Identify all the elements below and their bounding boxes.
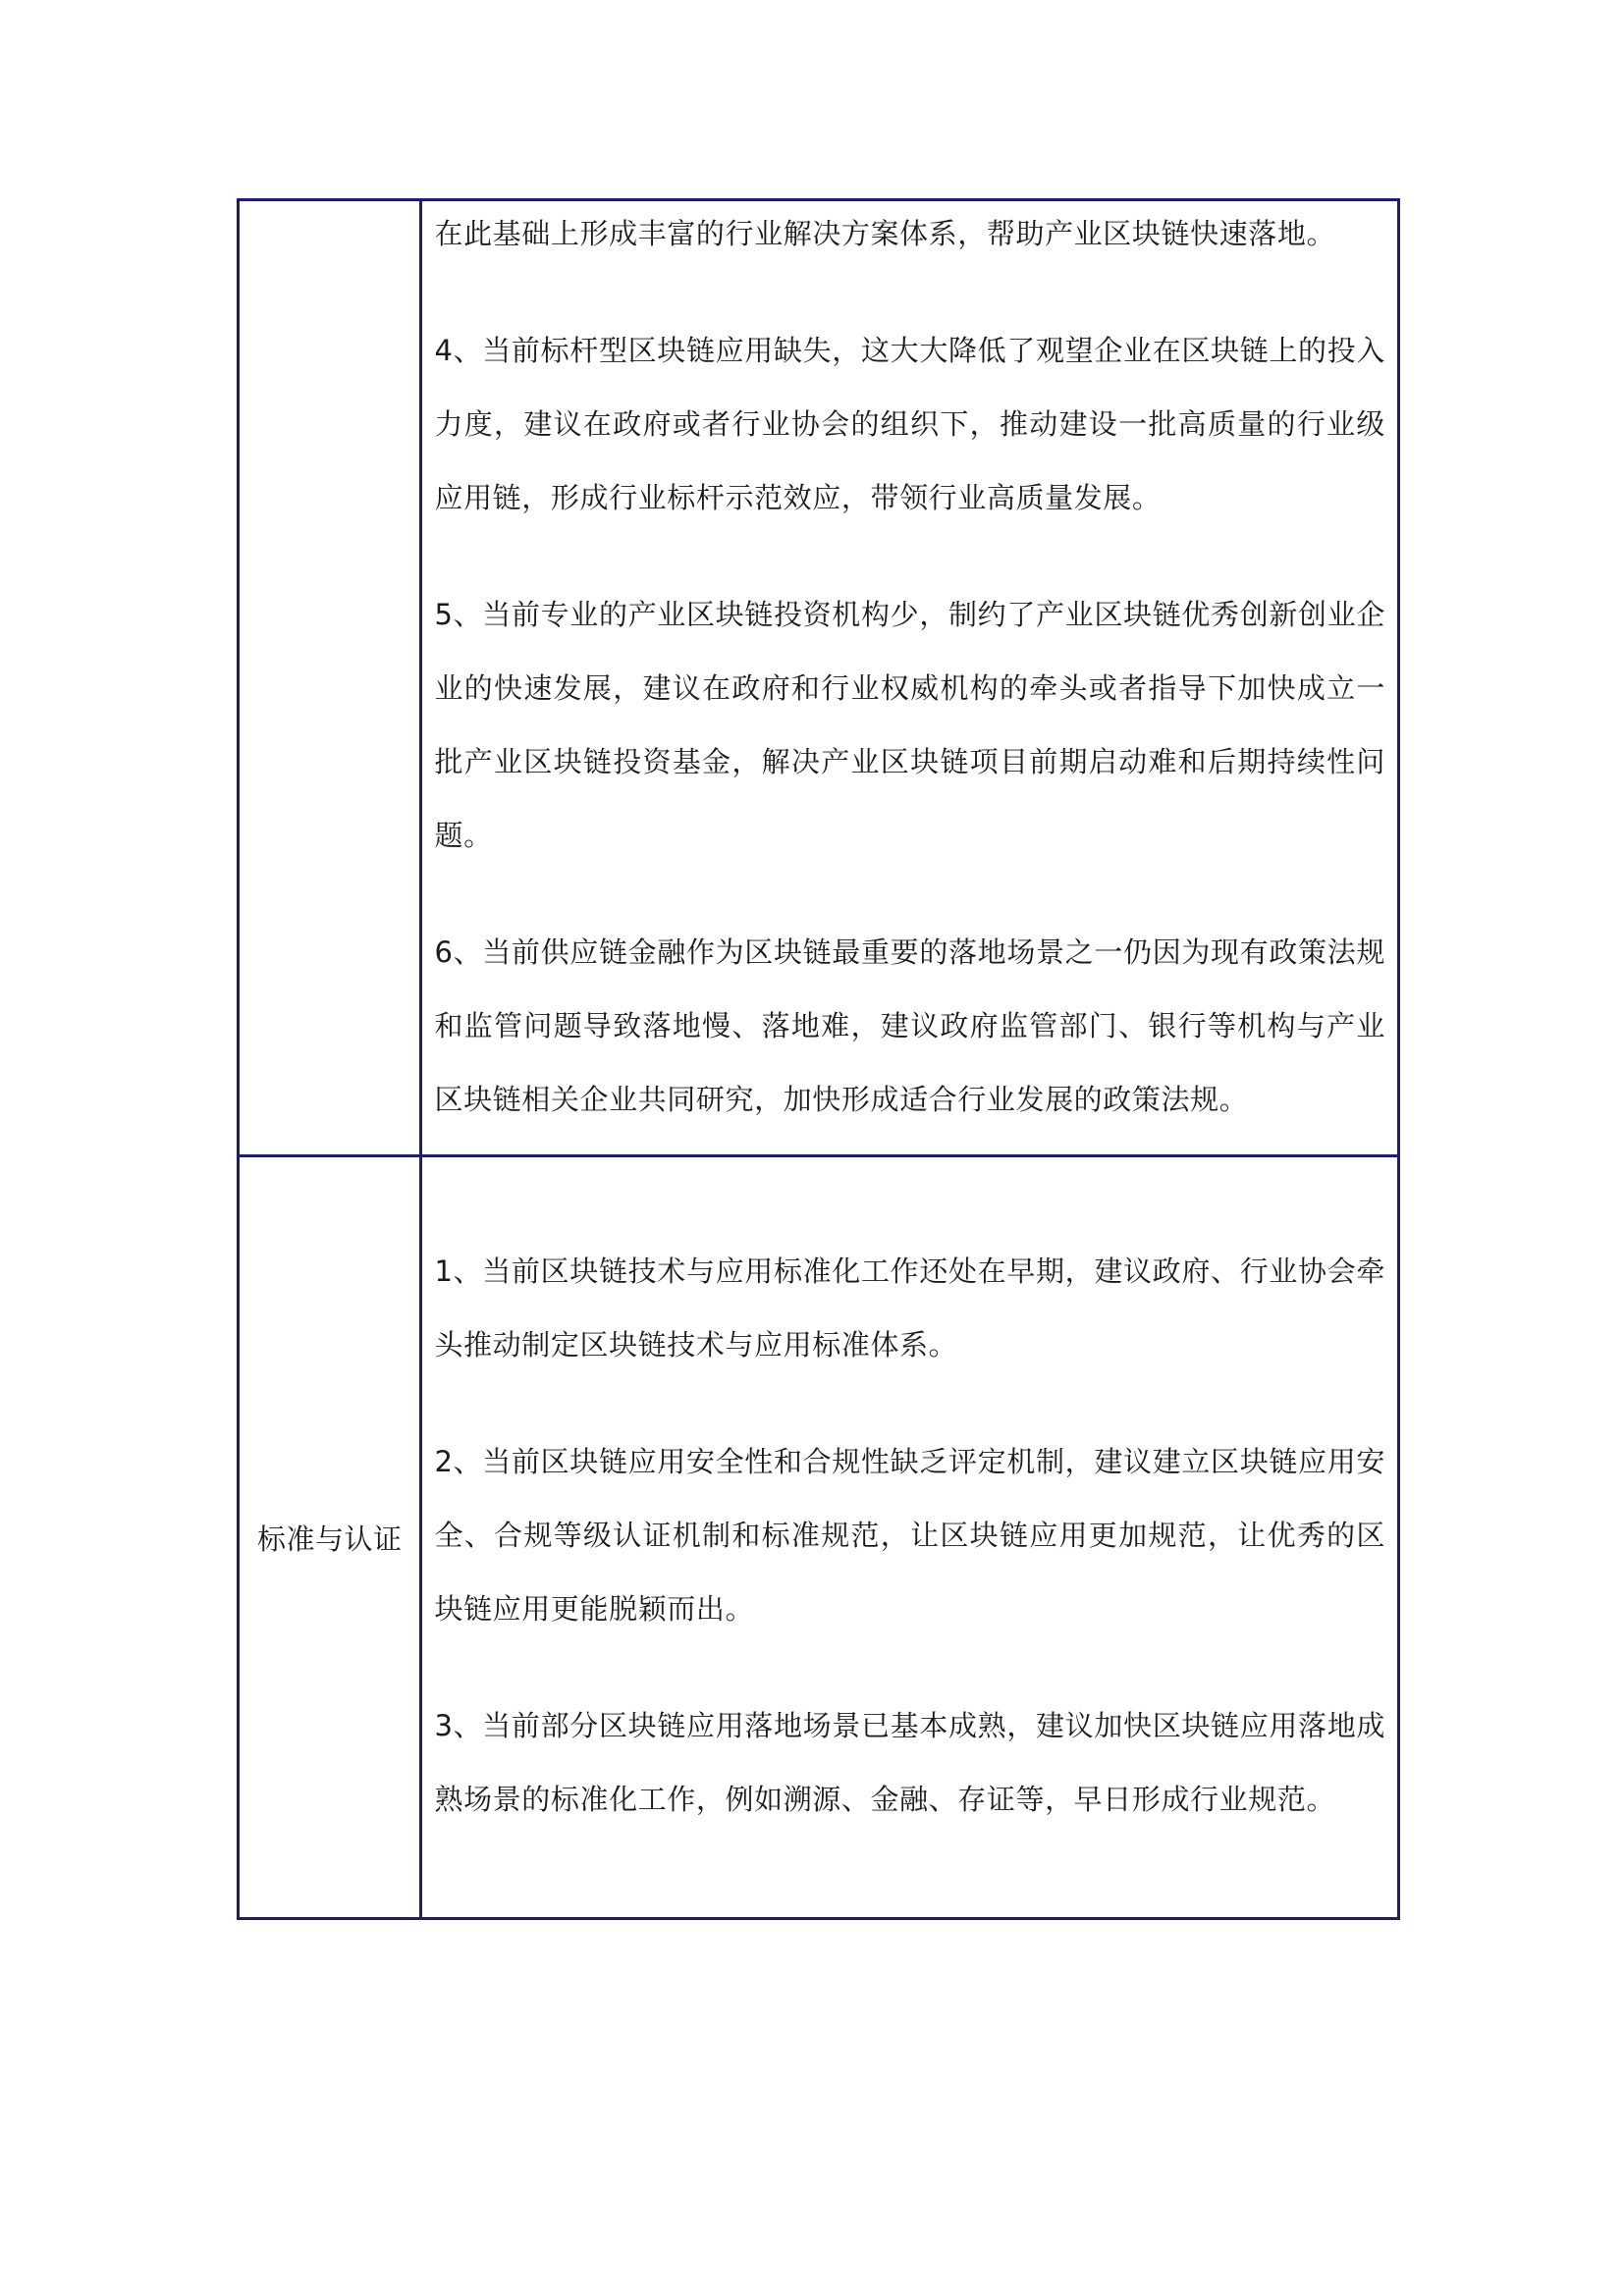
row-content	[421, 1156, 1399, 1919]
row-content	[421, 200, 1399, 1156]
recommendation-table	[237, 198, 1400, 1920]
paragraph: 2、当前区块链应用安全性和合规性缺乏评定机制，建议建立区块链应用安全、合规等级认证机制和标准规范，让区块链应用更加规范，让优秀的区块链应用更能脱颖而出。	[434, 1444, 1385, 1626]
row-label	[239, 200, 421, 1156]
table-row	[239, 200, 1399, 1156]
paragraph: 3、当前部分区块链应用落地场景已基本成熟，建议加快区块链应用落地成熟场景的标准化工作，例如溯源、金融、存证等，早日形成行业规范。	[434, 1708, 1385, 1816]
paragraph: 在此基础上形成丰富的行业解决方案体系，帮助产业区块链快速落地。	[434, 217, 1336, 250]
row-label: 标准与认证	[239, 1156, 421, 1919]
paragraph: 6、当前供应链金融作为区块链最重要的落地场景之一仍因为现有政策法规和监管问题导致落地慢、落地难，建议政府监管部门、银行等机构与产业区块链相关企业共同研究，加快形成适合行业发展的政策法规。	[434, 935, 1385, 1116]
paragraph: 1、当前区块链技术与应用标准化工作还处在早期，建议政府、行业协会牵头推动制定区块链技术与应用标准体系。	[434, 1254, 1385, 1362]
paragraph: 5、当前专业的产业区块链投资机构少，制约了产业区块链优秀创新创业企业的快速发展，建议在政府和行业权威机构的牵头或者指导下加快成立一批产业区块链投资基金，解决产业区块链项目前期启动难和后期持续性问题。	[434, 598, 1385, 852]
paragraph: 4、当前标杆型区块链应用缺失，这大大降低了观望企业在区块链上的投入力度，建议在政府或者行业协会的组织下，推动建设一批高质量的行业级应用链，形成行业标杆示范效应，带领行业高质量发展。	[434, 334, 1385, 514]
table-row	[239, 1156, 1399, 1919]
